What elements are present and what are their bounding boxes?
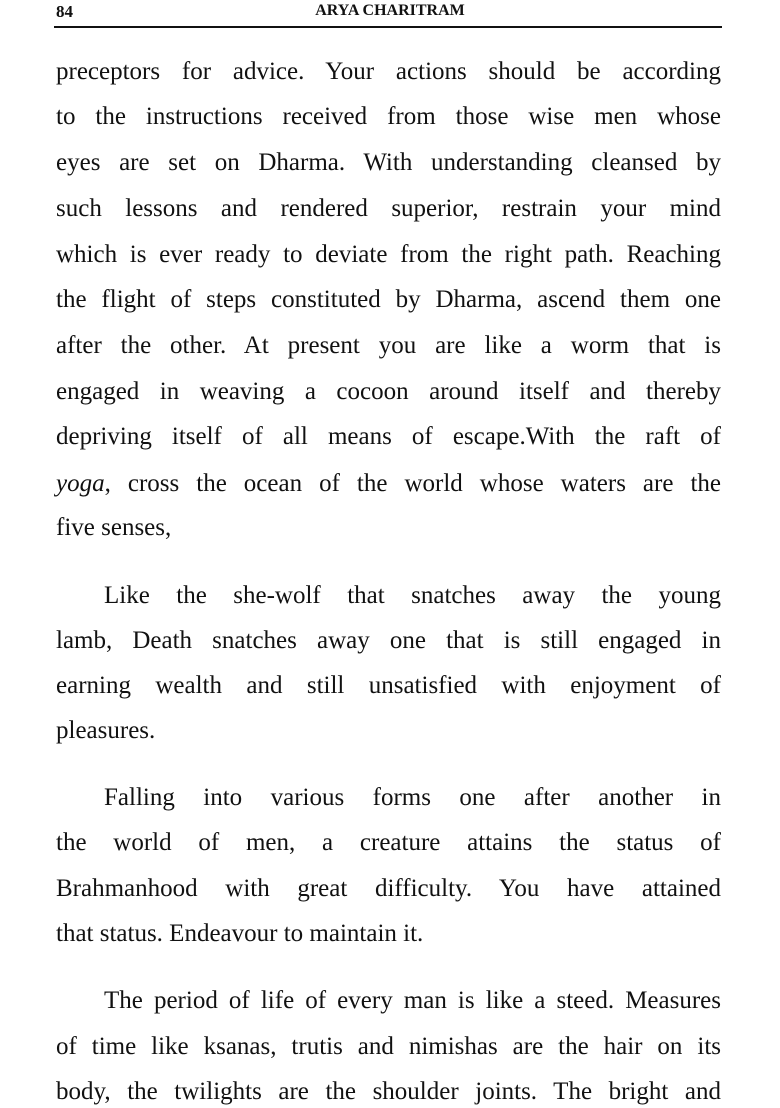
text-line: Brahmanhood with great difficulty. You have attained [56, 875, 721, 902]
text-line: pleasures. [56, 717, 156, 744]
text-line: The period of life of every man is like a steed. Measures [104, 987, 721, 1014]
text-line: body, the twilights are the shoulder joints. The bright and [56, 1078, 721, 1105]
text-line: the world of men, a creature attains the status of [56, 829, 721, 856]
text-line [56, 469, 721, 499]
header-rule [54, 26, 722, 28]
text-line: such lessons and rendered superior, restrain your mind [56, 195, 721, 222]
text-line: the flight of steps constituted by Dharma, ascend them one [56, 286, 721, 313]
text-line: of time like ksanas, trutis and nimishas are the hair on its [56, 1033, 721, 1060]
text-line: which is ever ready to deviate from the right path. Reaching [56, 241, 721, 268]
text-line: that status. Endeavour to maintain it. [56, 920, 424, 947]
text-segment: , cross the ocean of the world whose waters are the [104, 470, 721, 497]
running-title: ARYA CHARITRAM [315, 2, 465, 19]
text-line: eyes are set on Dharma. With understanding cleansed by [56, 149, 721, 176]
text-line: to the instructions received from those wise men whose [56, 103, 721, 130]
text-line: engaged in weaving a cocoon around itself and thereby [56, 378, 721, 405]
italic-term: yoga [56, 470, 105, 497]
page-number: 84 [56, 2, 73, 21]
text-line: Like the she-wolf that snatches away the young [104, 582, 721, 609]
text-line: lamb, Death snatches away one that is still engaged in [56, 627, 721, 654]
text-line: Falling into various forms one after another in [104, 784, 721, 811]
text-line: earning wealth and still unsatisfied with enjoyment of [56, 672, 721, 699]
text-line: five senses, [56, 514, 172, 541]
text-line: after the other. At present you are like a worm that is [56, 332, 721, 359]
text-line: depriving itself of all means of escape.With the raft of [56, 423, 721, 450]
text-line: preceptors for advice. Your actions should be according [56, 58, 721, 85]
